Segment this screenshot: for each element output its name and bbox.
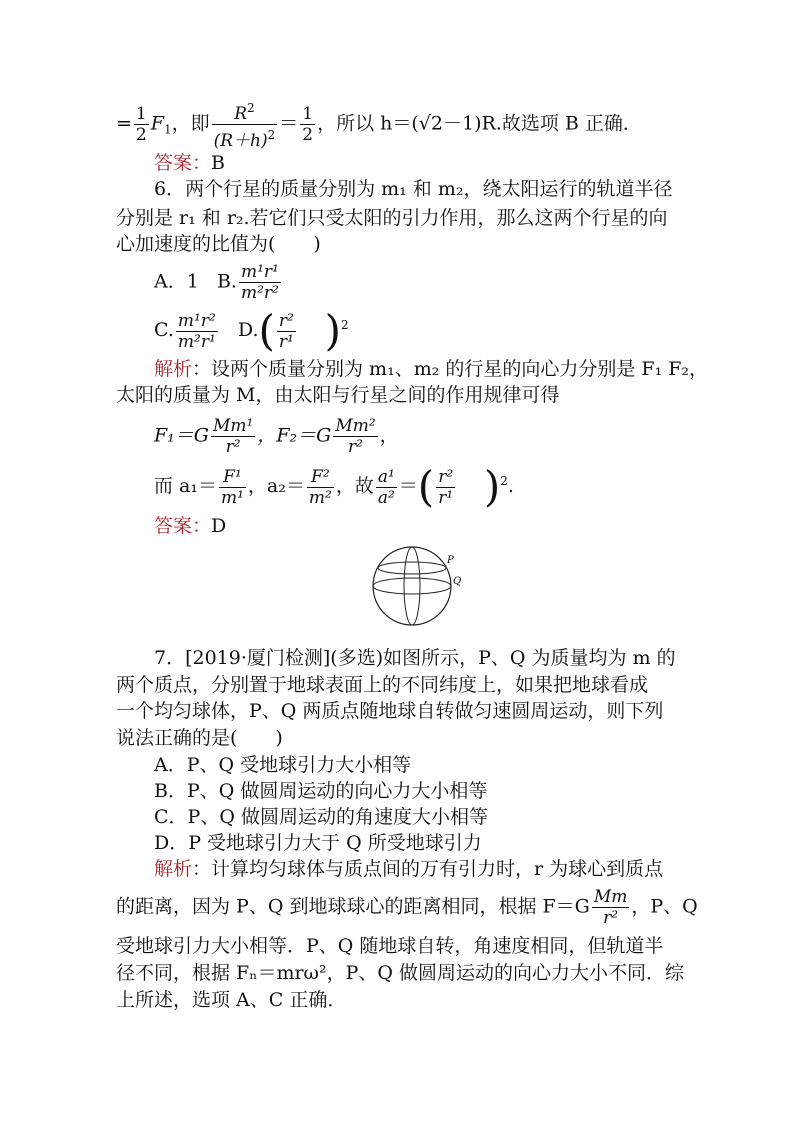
fraction-numerator: 1 [302, 104, 314, 124]
fraction-denominator: r¹ [438, 487, 454, 508]
left-paren: ( [417, 462, 435, 511]
fraction-numerator: F¹ [219, 467, 246, 488]
fraction-denominator: m²r² [240, 283, 279, 303]
option-a: A．1 [154, 270, 199, 293]
q6-analysis-line-1 [154, 356, 708, 382]
q6-stem-line-3: 心加速度的比值为( ) [116, 233, 321, 255]
analysis-label: 解析 [154, 858, 193, 880]
q7-analysis-line-3: 受地球引力大小相等．P、Q 随地球自转，角速度相同，但轨道半 [116, 935, 664, 957]
superscript: 2 [267, 128, 276, 142]
fraction-numerator [212, 98, 278, 125]
fraction-numerator: r² [278, 310, 294, 331]
meridian-ellipse [404, 547, 420, 625]
radius-fraction [436, 467, 455, 508]
q6-stem-line-2: 分别是 r₁ 和 r₂.若它们只受太阳的引力作用，那么这两个行星的向 [116, 207, 668, 229]
option-b-fraction [239, 262, 281, 303]
fraction-denominator: r² [225, 437, 241, 457]
fraction-denominator: r² [603, 908, 619, 928]
fraction-denominator: m¹ [220, 487, 244, 508]
fraction-denominator: a² [377, 487, 395, 508]
q7-option-d: D．P 受地球引力大于 Q 所受地球引力 [154, 832, 482, 854]
fraction-numerator: m¹r¹ [240, 262, 279, 282]
r-plus-h: (R＋h) [213, 131, 268, 151]
superscript: 2 [340, 318, 349, 332]
half-fraction [300, 104, 315, 145]
fraction-numerator: r² [438, 466, 454, 487]
answer-label: 答案： [154, 515, 212, 537]
q7-analysis-line-5: 上所述，选项 A、C 正确． [116, 989, 347, 1011]
equator-ellipse [373, 578, 451, 594]
comma: ， [379, 424, 399, 447]
answer-value: D [211, 515, 227, 537]
equals-sign: ＝ [279, 112, 299, 135]
left-paren: ( [258, 306, 275, 355]
q7-analysis-line-4: 径不同，根据 Fₙ＝mrω²，P、Q 做圆周运动的向心力大小不同．综 [116, 962, 685, 984]
force-f1: F₁＝G [154, 424, 209, 447]
fraction-numerator: Mm [593, 887, 628, 907]
q7-stem-line-1: 7．[2019·厦门检测](多选)如图所示，P、Q 为质量均为 m 的 [154, 647, 676, 669]
right-paren: ) [297, 306, 341, 355]
symbol-r: R [234, 104, 247, 124]
q7-stem-line-2: 两个质点，分别置于地球表面上的不同纬度上，如果把地球看成 [116, 674, 649, 696]
analysis-text: 的距离，因为 P、Q 到地球球心的距离相同，根据 F＝G [116, 895, 590, 918]
q6-options-cd [154, 306, 349, 355]
accel-a2: ，a₂＝ [247, 475, 305, 497]
q7-stem-line-4: 说法正确的是( ) [116, 727, 283, 749]
option-d-label: D. [237, 319, 259, 341]
latitude-ellipse [378, 562, 446, 574]
q7-stem-line-3: 一个均匀球体，P、Q 两质点随地球自转做匀速圆周运动，则下列 [116, 700, 664, 722]
period: . [507, 475, 514, 497]
symbol-f: F [150, 112, 164, 135]
option-d-fraction [277, 311, 296, 352]
gravity-formula-fraction [592, 887, 630, 928]
right-paren: ) [457, 462, 501, 511]
superscript: 2 [500, 474, 508, 488]
q7-analysis-line-2 [116, 887, 698, 928]
accel-a1: 而 a₁＝ [154, 475, 217, 497]
analysis-label: 解析 [154, 358, 193, 380]
force-f2: ，F₂＝G [257, 424, 332, 447]
analysis-text: ，P、Q [631, 895, 698, 918]
fraction-numerator: 1 [135, 104, 147, 124]
label-q: Q [453, 576, 462, 587]
fraction-denominator: 2 [135, 125, 147, 145]
q7-option-b: B．P、Q 做圆周运动的向心力大小相等 [154, 780, 488, 802]
answer-label: 答案： [154, 152, 212, 174]
prev-solution-line [116, 98, 642, 151]
text-gu: ，故 [335, 475, 374, 497]
accel-fraction-1 [219, 467, 246, 508]
prev-answer [154, 150, 225, 176]
equals-sign: ＝ [398, 475, 418, 497]
fraction-denominator [212, 125, 278, 151]
answer-value: B [211, 152, 225, 174]
sphere-outline [373, 547, 451, 625]
earth-sphere-figure [365, 538, 475, 638]
text-ji: ，即 [171, 112, 210, 135]
fraction-numerator: a¹ [377, 466, 395, 487]
r-over-rh-fraction [212, 98, 278, 151]
gravity-fraction-2 [333, 416, 377, 457]
subscript: 1 [163, 122, 172, 137]
ratio-fraction [376, 467, 397, 508]
q7-analysis-line-1 [154, 856, 663, 882]
analysis-text: ：设两个质量分别为 m₁、m₂ 的行星的向心力分别是 F₁ F₂， [192, 358, 709, 380]
accel-fraction-2 [307, 467, 334, 508]
fraction-numerator: m¹r² [177, 310, 216, 331]
q7-option-a: A．P、Q 受地球引力大小相等 [154, 754, 412, 776]
q6-equation-1 [154, 416, 399, 457]
superscript: 2 [247, 101, 255, 115]
q7-option-c: C．P、Q 做圆周运动的角速度大小相等 [154, 806, 488, 828]
analysis-text: ：计算均匀球体与质点间的万有引力时，r 为球心到质点 [192, 858, 664, 880]
q6-stem-line-1: 6．两个行星的质量分别为 m₁ 和 m₂，绕太阳运行的轨道半径 [154, 178, 673, 200]
option-b-label: B. [216, 270, 237, 293]
q6-answer [154, 513, 226, 539]
fraction-numerator: F² [307, 467, 334, 488]
fraction-numerator: Mm² [335, 416, 376, 436]
equals-sign: = [116, 112, 132, 135]
q6-equation-2 [154, 462, 514, 511]
option-c-fraction [176, 311, 218, 352]
fraction-denominator: m²r¹ [177, 331, 216, 352]
conclusion-text: ，所以 h＝(√2－1)R.故选项 B 正确． [317, 112, 642, 135]
fraction-numerator: Mm¹ [212, 416, 254, 436]
q6-options-ab [154, 262, 283, 303]
label-p: P [447, 555, 454, 566]
fraction-denominator: 2 [302, 125, 314, 145]
gravity-fraction-1 [211, 416, 255, 457]
q6-analysis-line-2: 太阳的质量为 M，由太阳与行星之间的作用规律可得 [116, 384, 560, 406]
fraction-denominator: r² [348, 437, 363, 457]
fraction-denominator: m² [308, 487, 332, 508]
half-fraction [134, 104, 149, 145]
fraction-denominator: r¹ [278, 331, 294, 352]
option-c-label: C. [154, 319, 174, 341]
